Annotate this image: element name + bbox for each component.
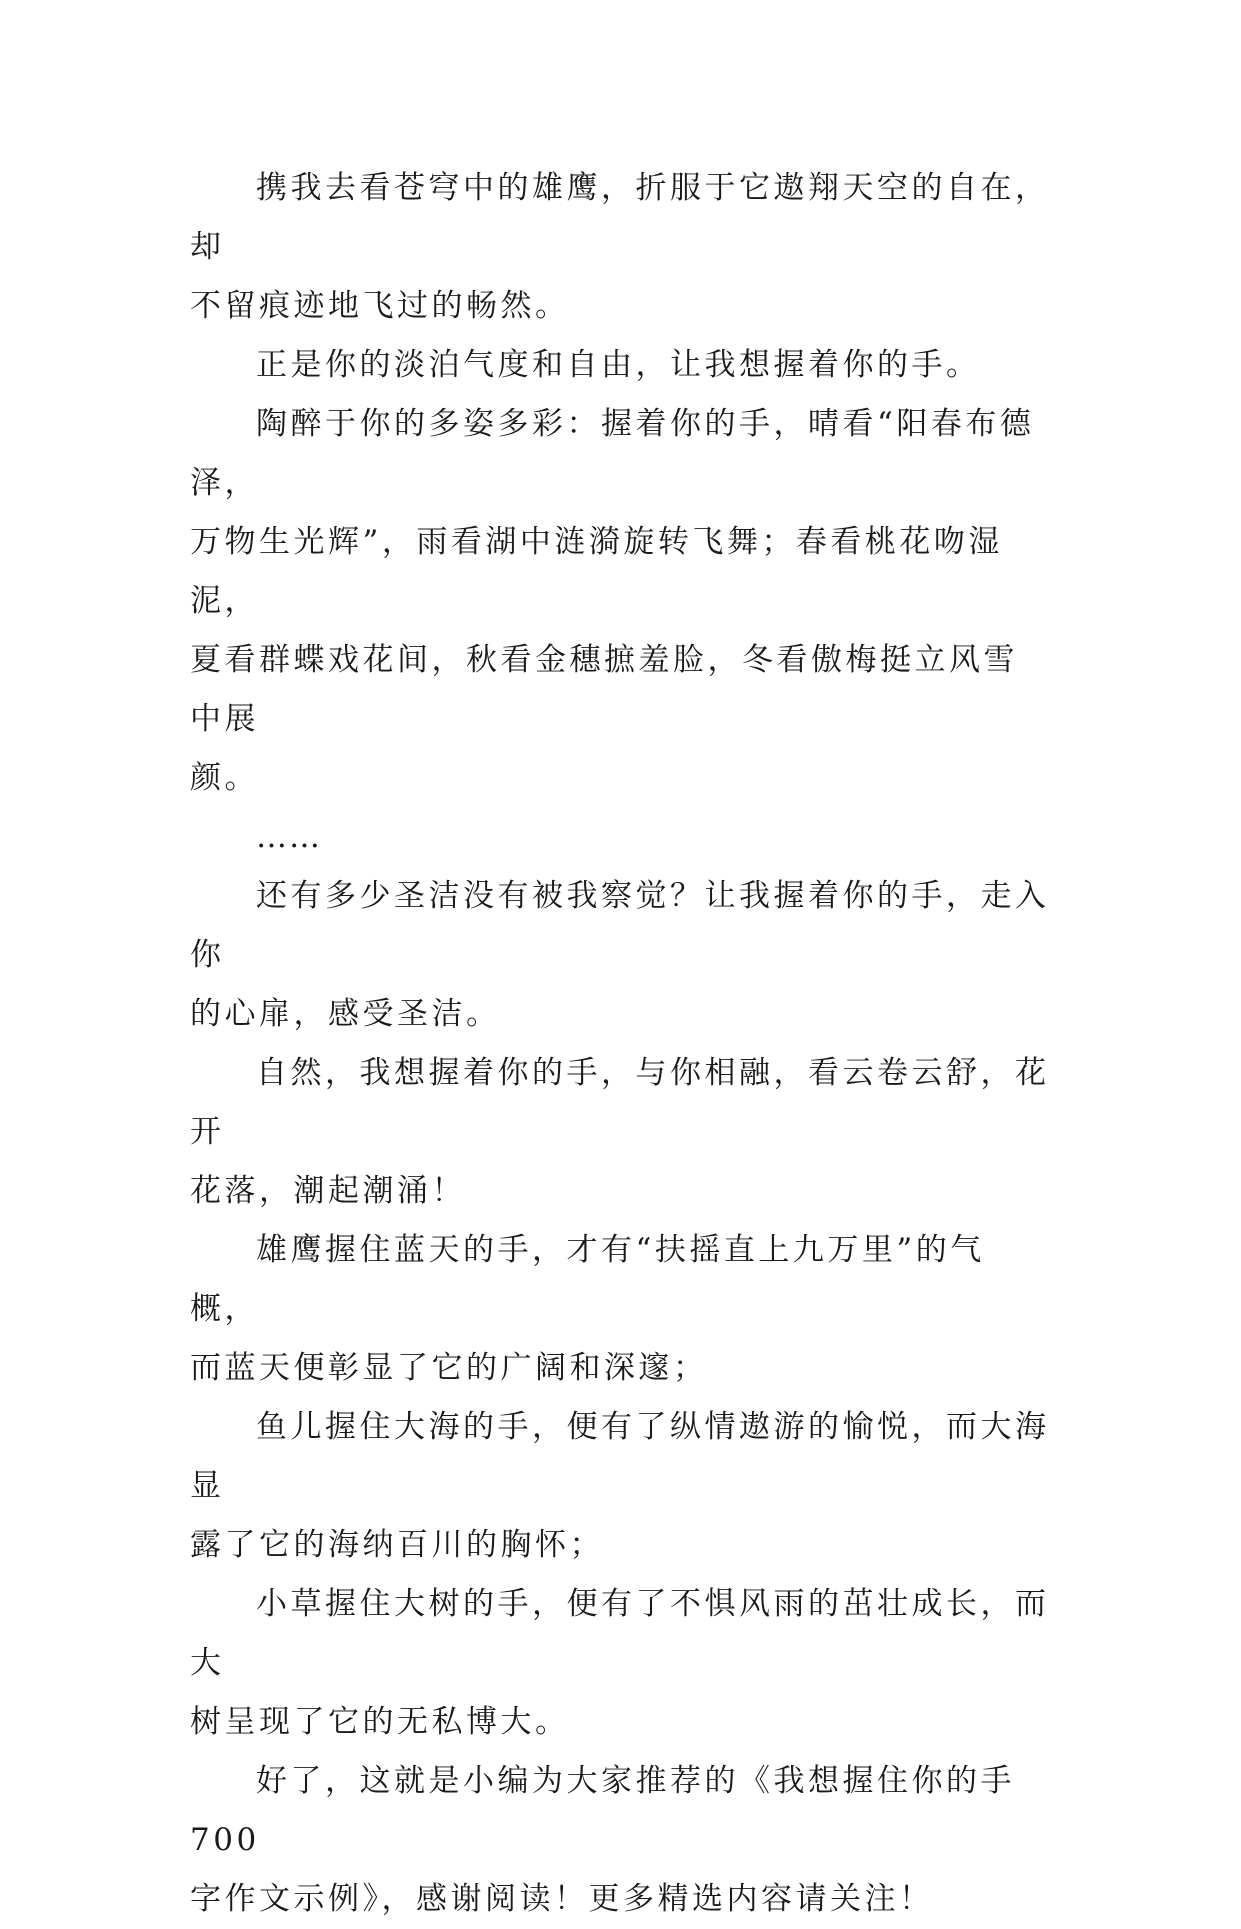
paragraph-ellipsis: …… <box>256 819 322 855</box>
paragraph-closing: 好了，这就是小编为大家推荐的《我想握住你的手 700 字作文示例》，感谢阅读！更多精选内容请关注！ <box>190 1763 1015 1917</box>
paragraph-seasons: 陶醉于你的多姿多彩：握着你的手，晴看“阳春布德泽， 万物生光辉”，雨看湖中涟漪旋转飞舞；春看桃花吻湿泥， 夏看群蝶戏花间，秋看金穗摭羞脸，冬看傲梅挺立风雪中展 颜。 <box>190 406 1035 796</box>
paragraph-nature: 自然，我想握着你的手，与你相融，看云卷云舒，花开 花落，潮起潮涌！ <box>190 1055 1050 1209</box>
paragraph-eagle-blue-sky: 雄鹰握住蓝天的手，才有“扶摇直上九万里”的气概， 而蓝天便彰显了它的广阔和深邃； <box>190 1232 985 1386</box>
paragraph-purity: 还有多少圣洁没有被我察觉？让我握着你的手，走入你 的心扉，感受圣洁。 <box>190 878 1050 1032</box>
paragraph-eagle-sky: 携我去看苍穹中的雄鹰，折服于它遨翔天空的自在，却 不留痕迹地飞过的畅然。 <box>190 170 1050 324</box>
paragraph-fish-sea: 鱼儿握住大海的手，便有了纵情遨游的愉悦，而大海显 露了它的海纳百川的胸怀； <box>190 1409 1050 1563</box>
paragraph-grass-tree: 小草握住大树的手，便有了不惧风雨的茁壮成长，而大 树呈现了它的无私博大。 <box>190 1586 1050 1740</box>
paragraph-freedom: 正是你的淡泊气度和自由，让我想握着你的手。 <box>256 347 981 383</box>
document-body <box>190 159 1050 1929</box>
